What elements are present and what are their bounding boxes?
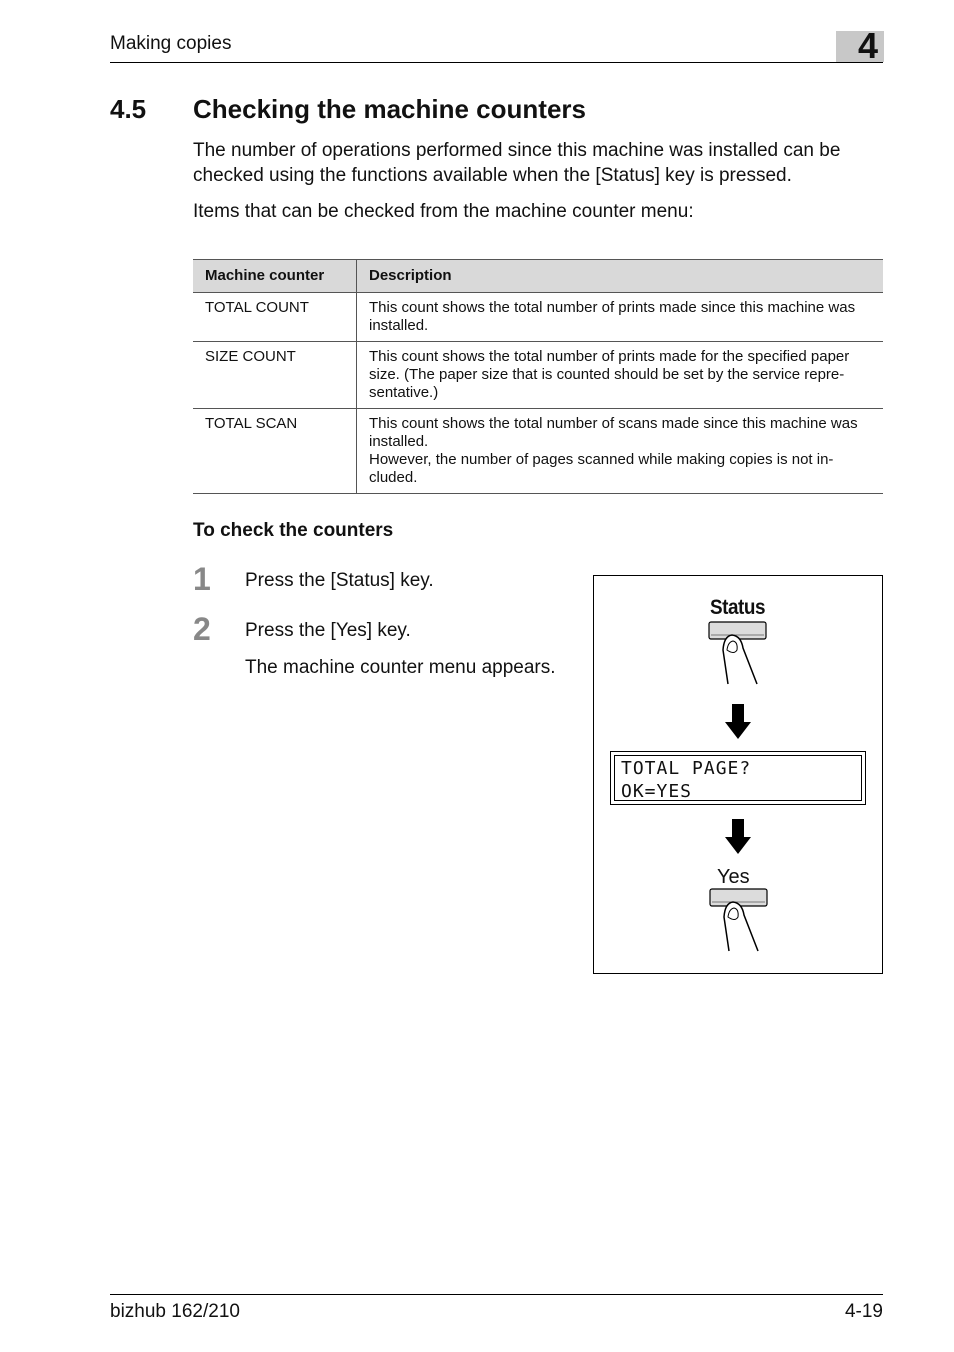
table-row <box>193 293 883 342</box>
status-key-press-icon <box>706 620 770 688</box>
arrow-down-icon <box>724 819 752 855</box>
table-intro: Items that can be checked from the machine counter menu: <box>193 201 694 222</box>
counter-description <box>357 293 884 342</box>
lcd-line-1: TOTAL PAGE? <box>621 758 752 779</box>
yes-key-press-icon <box>707 887 771 955</box>
step-number: 1 <box>193 561 211 597</box>
counter-description <box>357 342 884 409</box>
table-row <box>193 409 883 494</box>
description-text: This count shows the total number of prints made since this machine was installed. <box>369 299 856 334</box>
procedure-illustration <box>593 575 883 974</box>
step-text: Press the [Status] key. <box>245 570 434 591</box>
table-header-row <box>193 260 883 293</box>
counter-name: SIZE COUNT <box>193 342 357 409</box>
procedure-heading: To check the counters <box>193 520 394 541</box>
status-key-label: Status <box>710 596 766 619</box>
lcd-line-2: OK=YES <box>621 781 693 802</box>
footer-model: bizhub 162/210 <box>110 1301 240 1322</box>
intro-paragraph: The number of operations performed since this machine was installed can be checked using the functions available when the [Status] key is pressed. <box>193 140 841 186</box>
step-text: Press the [Yes] key. <box>245 620 411 641</box>
counter-description <box>357 409 884 494</box>
machine-counter-table <box>193 259 883 494</box>
description-text: However, the number of pages scanned while making copies is not in-cluded. <box>369 451 834 486</box>
footer-rule <box>110 1294 883 1295</box>
lcd-screen <box>614 755 862 801</box>
step-number: 2 <box>193 611 211 647</box>
lcd-display <box>610 751 866 805</box>
footer-page-number: 4-19 <box>844 1301 883 1322</box>
step-note: The machine counter menu appears. <box>245 657 556 678</box>
counter-name: TOTAL COUNT <box>193 293 357 342</box>
counter-name: TOTAL SCAN <box>193 409 357 494</box>
header-rule <box>110 62 883 63</box>
description-text: This count shows the total number of scans made since this machine was installed. <box>369 415 858 450</box>
header-section-title: Making copies <box>110 33 232 54</box>
yes-key-label: Yes <box>717 866 750 888</box>
section-number: 4.5 <box>110 94 147 124</box>
column-header-description: Description <box>357 260 884 293</box>
description-text: This count shows the total number of prints made for the specified paper size. (The paper size that is counted should be set by the service repre-sentative.) <box>369 348 850 401</box>
chapter-number: 4 <box>858 25 879 66</box>
column-header-counter: Machine counter <box>193 260 357 293</box>
arrow-down-icon <box>724 704 752 740</box>
section-title: Checking the machine counters <box>193 94 586 124</box>
table-row <box>193 342 883 409</box>
